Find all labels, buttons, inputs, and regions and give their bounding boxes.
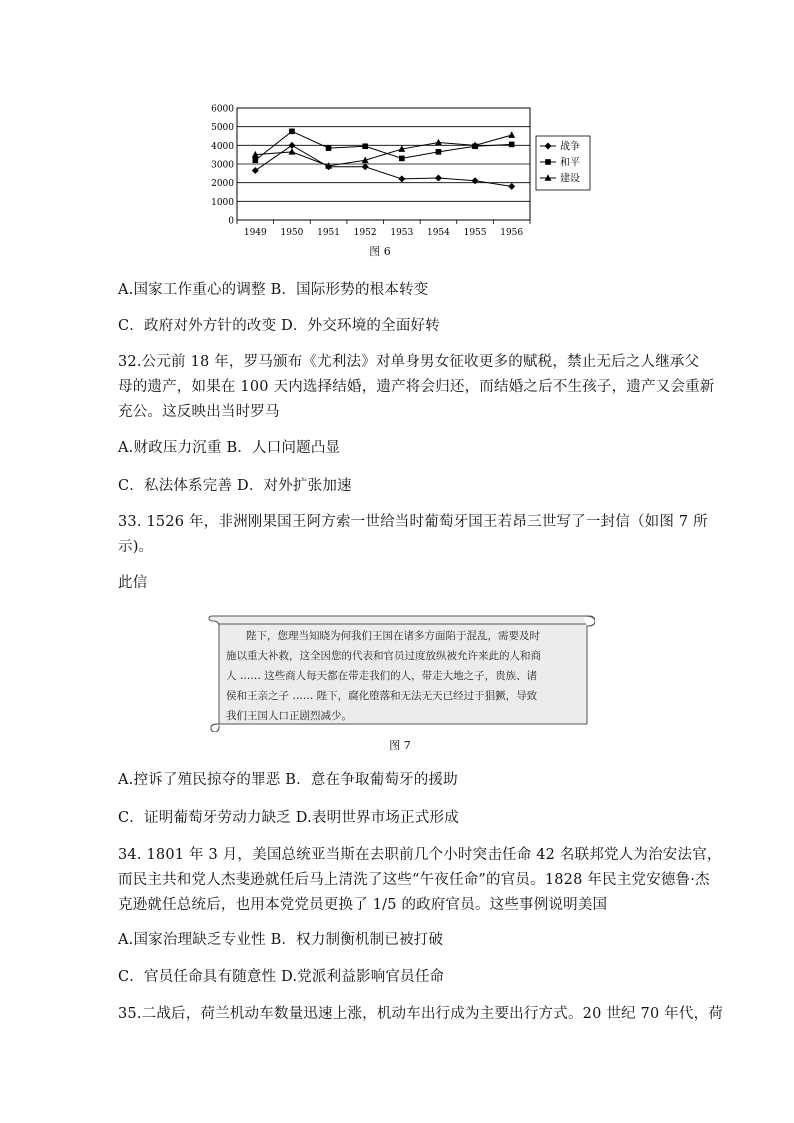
letter-line: 陛下，您理当知晓为何我们王国在诸多方面陷于混乱，需要及时 (246, 630, 540, 642)
y-tick-label: 2000 (211, 179, 234, 190)
x-tick-label: 1954 (426, 228, 450, 238)
q33-stem-line-2: 示)。 (118, 539, 154, 555)
q33-options-cd: C．证明葡萄牙劳动力缺乏 D.表明世界市场正式形成 (118, 810, 459, 826)
x-tick-label: 1951 (317, 228, 341, 238)
q33-options-ab: A.控诉了殖民掠夺的罪恶 B．意在争取葡萄牙的援助 (118, 772, 458, 788)
q35-stem-line-1: 35.二战后，荷兰机动车数量迅速上涨，机动车出行成为主要出行方式。20 世纪 70 年代，荷 (118, 1006, 723, 1022)
legend-label: 建设 (560, 173, 580, 185)
y-tick-label: 1000 (211, 197, 234, 208)
y-tick-label: 5000 (211, 123, 234, 134)
letter-line: 施以重大补救，这全因您的代表和官员过度放纵被允许来此的人和商 (226, 650, 541, 662)
letter-line: 我们王国人口正剧烈减少。 (226, 710, 352, 722)
legend-label: 和平 (560, 157, 580, 169)
q32-options-cd: C．私法体系完善 D．对外扩张加速 (118, 478, 352, 494)
q32-stem-line-1: 32.公元前 18 年，罗马颁布《尤利法》对单身男女征收更多的赋税，禁止无后之人继承父 (118, 354, 700, 370)
y-tick-label: 0 (228, 216, 234, 227)
q31-options-cd: C．政府对外方针的改变 D．外交环境的全面好转 (118, 318, 440, 334)
q34-stem-line-2: 而民主共和党人杰斐逊就任后马上清洗了这些“午夜任命”的官员。1828 年民主党安德鲁·杰 (118, 872, 710, 888)
q34-options-ab: A.国家治理缺乏专业性 B．权力制衡机制已被打破 (118, 932, 444, 948)
letter-line: 侯和王亲之子 …… 陛下，腐化堕落和无法无天已经过于猖獗，导致 (226, 690, 538, 702)
data-point-1 (326, 145, 332, 151)
q32-options-ab: A.财政压力沉重 B．人口问题凸显 (118, 440, 341, 456)
figure-7-caption: 图 7 (389, 739, 411, 752)
figure-6-caption: 图 6 (369, 245, 391, 258)
q32-stem-line-3: 充公。这反映出当时罗马 (118, 404, 280, 420)
data-point-1 (436, 149, 442, 155)
x-tick-label: 1949 (243, 228, 267, 238)
data-point-1 (253, 157, 259, 163)
figure-7-letter-text (226, 626, 586, 726)
y-tick-label: 3000 (211, 160, 234, 171)
figure-6-chart (200, 100, 600, 260)
q34-stem-line-1: 34. 1801 年 3 月，美国总统亚当斯在去职前几个小时突击任命 42 名联邦党人为治安法官， (118, 847, 722, 863)
data-point-1 (289, 129, 295, 135)
data-point-1 (509, 142, 515, 148)
letter-line: 人 …… 这些商人每天都在带走我们的人，带走大地之子，贵族、诸 (226, 670, 538, 682)
data-point-1 (399, 156, 405, 162)
x-tick-label: 1952 (353, 228, 377, 238)
x-tick-label: 1950 (280, 228, 304, 238)
y-tick-label: 6000 (211, 104, 234, 115)
q34-options-cd: C．官员任命具有随意性 D.党派利益影响官员任命 (118, 969, 445, 985)
data-point-1 (362, 143, 368, 149)
line-chart-svg (200, 100, 600, 260)
legend-label: 战争 (560, 141, 580, 153)
q33-stem-line-3: 此信 (118, 575, 148, 591)
q32-stem-line-2: 母的遗产，如果在 100 天内选择结婚，遗产将会归还，而结婚之后不生孩子，遗产又会重新 (118, 379, 715, 395)
x-tick-label: 1953 (390, 228, 414, 238)
x-tick-label: 1956 (500, 228, 524, 238)
q34-stem-line-3: 克逊就任总统后，也用本党党员更换了 1/5 的政府官员。这些事例说明美国 (118, 897, 608, 913)
x-tick-label: 1955 (463, 228, 487, 238)
q31-options-ab: A.国家工作重心的调整 B．国际形势的根本转变 (118, 282, 429, 298)
y-tick-label: 4000 (211, 141, 234, 152)
legend-marker (545, 159, 551, 165)
q33-stem-line-1: 33. 1526 年，非洲刚果国王阿方索一世给当时葡萄牙国王若昂三世写了一封信（如图 7 所 (118, 514, 708, 530)
